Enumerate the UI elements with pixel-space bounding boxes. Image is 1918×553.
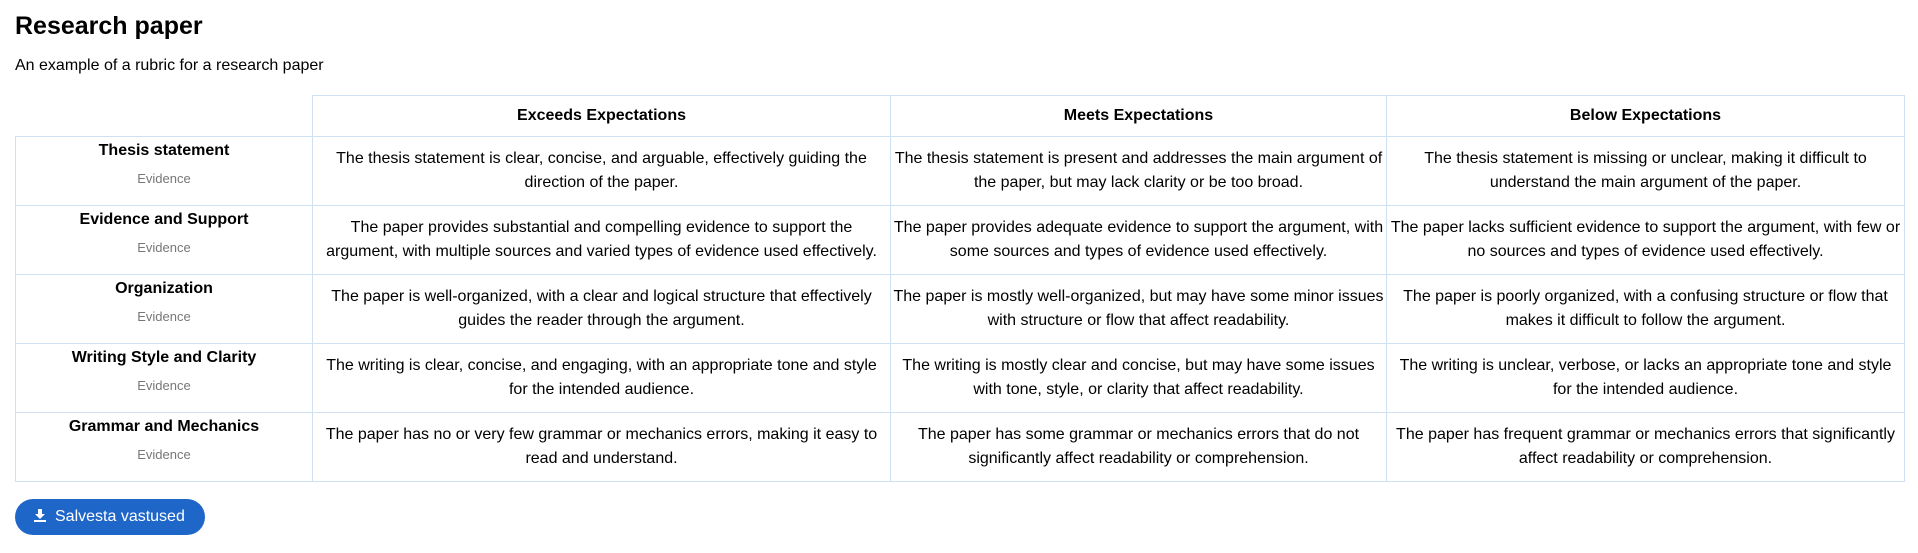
criterion-name: Evidence and Support [79,211,249,228]
rubric-cell-exceeds[interactable]: The thesis statement is clear, concise, and arguable, effectively guiding the direction of the paper. [313,137,891,206]
rubric-cell-exceeds[interactable]: The writing is clear, concise, and engaging, with an appropriate tone and style for the intended audience. [313,344,891,413]
criterion-cell [16,344,313,413]
rubric-cell-exceeds[interactable]: The paper has no or very few grammar or mechanics errors, making it easy to read and understand. [313,413,891,482]
evidence-label: Evidence [137,309,191,324]
save-answers-label: Salvesta vastused [55,508,185,525]
column-header-meets: Meets Expectations [891,96,1387,137]
evidence-label: Evidence [137,378,191,393]
save-answers-button[interactable] [15,499,205,535]
rubric-cell-meets[interactable]: The paper has some grammar or mechanics errors that do not significantly affect readability or comprehension. [891,413,1387,482]
evidence-label: Evidence [137,447,191,462]
rubric-corner-cell [16,96,313,137]
rubric-cell-meets[interactable]: The thesis statement is present and addresses the main argument of the paper, but may lack clarity or be too broad. [891,137,1387,206]
rubric-cell-below[interactable]: The thesis statement is missing or unclear, making it difficult to understand the main argument of the paper. [1387,137,1905,206]
criterion-cell [16,413,313,482]
rubric-cell-below[interactable]: The writing is unclear, verbose, or lacks an appropriate tone and style for the intended audience. [1387,344,1905,413]
rubric-cell-meets[interactable]: The writing is mostly clear and concise, but may have some issues with tone, style, or clarity that affect readability. [891,344,1387,413]
table-row [16,137,1905,206]
criterion-cell [16,137,313,206]
page-title: Research paper [15,12,203,40]
evidence-label: Evidence [137,240,191,255]
table-row [16,413,1905,482]
criterion-name: Organization [115,280,213,297]
criterion-name: Thesis statement [98,142,230,159]
rubric-cell-below[interactable]: The paper has frequent grammar or mechanics errors that significantly affect readability or comprehension. [1387,413,1905,482]
table-row [16,206,1905,275]
table-row [16,344,1905,413]
column-header-below: Below Expectations [1387,96,1905,137]
table-row [16,275,1905,344]
rubric-cell-below[interactable]: The paper is poorly organized, with a confusing structure or flow that makes it difficult to follow the argument. [1387,275,1905,344]
criterion-name: Writing Style and Clarity [71,349,257,366]
criterion-cell [16,275,313,344]
rubric-cell-exceeds[interactable]: The paper is well-organized, with a clear and logical structure that effectively guides the reader through the argument. [313,275,891,344]
rubric-cell-exceeds[interactable]: The paper provides substantial and compelling evidence to support the argument, with multiple sources and varied types of evidence used effectively. [313,206,891,275]
rubric-header-row [16,96,1905,137]
criterion-name: Grammar and Mechanics [68,418,260,435]
rubric-cell-below[interactable]: The paper lacks sufficient evidence to support the argument, with few or no sources and types of evidence used effectively. [1387,206,1905,275]
evidence-label: Evidence [137,171,191,186]
rubric-cell-meets[interactable]: The paper is mostly well-organized, but may have some minor issues with structure or flow that affect readability. [891,275,1387,344]
download-icon [33,508,47,527]
rubric-cell-meets[interactable]: The paper provides adequate evidence to support the argument, with some sources and types of evidence used effectively. [891,206,1387,275]
criterion-cell [16,206,313,275]
column-header-exceeds: Exceeds Expectations [313,96,891,137]
rubric-table [15,95,1905,482]
page-subtitle: An example of a rubric for a research paper [15,57,324,74]
